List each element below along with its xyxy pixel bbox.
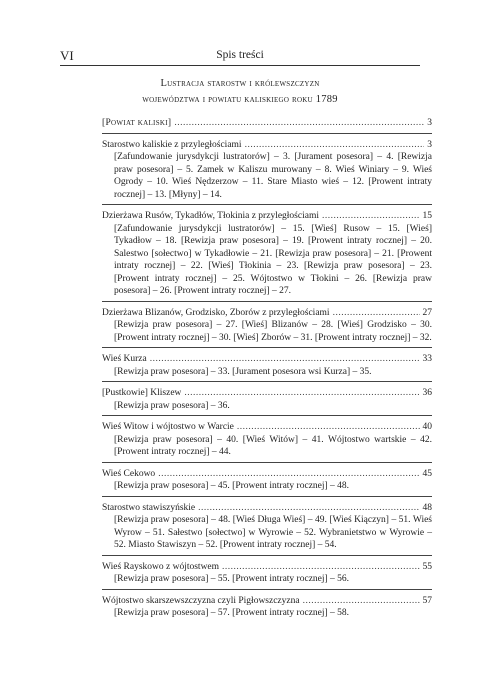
toc-entry-subitems: [Rewizja praw posesora] – 36. xyxy=(114,400,230,411)
toc-entry-subitems: [Rewizja praw posesora] – 57. [Prowent intraty rocznej] – 58. xyxy=(114,608,350,618)
toc-entry-title: Wieś Kurza xyxy=(102,354,147,364)
toc-page-number: 45 xyxy=(422,468,432,479)
title-line-2: województwa i powiatu kaliskiego roku 1789 xyxy=(142,94,338,105)
toc-entry xyxy=(102,468,432,497)
toc-page-number: 55 xyxy=(422,561,432,572)
leader-dots xyxy=(237,421,420,434)
toc-entry-subitems: [Rewizja praw posesora] – 55. [Prowent intraty rocznej] – 56. xyxy=(114,574,350,584)
toc-entry xyxy=(102,387,432,416)
toc-entry-subitems: [Rewizja praw posesora] – 45. [Prowent intraty rocznej] – 48. xyxy=(114,481,350,491)
toc-entry xyxy=(102,210,432,302)
leader-dots xyxy=(184,387,419,400)
toc-page-number: 48 xyxy=(422,502,432,513)
toc-page-number: 3 xyxy=(427,139,432,150)
toc-entry-subitems: [Rewizja praw posesora] – 27. [Wieś] Blizanów – 28. [Wieś] Grodzisko – 30. [Prowent intraty rocznej] – 30. [Wieś] Zborów – 31. [Prowent intraty rocznej] – 32. xyxy=(114,320,432,343)
toc-page-number: 27 xyxy=(422,307,432,318)
header-rule xyxy=(60,65,420,66)
toc-entry xyxy=(102,139,432,206)
toc-entry-title: Starostwo kaliskie z przyległościami xyxy=(102,139,242,150)
toc-entry-title: Dzierżawa Blizanów, Grodzisko, Zborów z przyległościami xyxy=(102,307,330,318)
toc-entry xyxy=(102,561,432,590)
toc-entry-subitems: [Rewizja praw posesora] – 48. [Wieś Długa Wieś] – 49. [Wieś Kiączyn] – 51. Wieś Wyrow – 51. Sałestwo [sołectwo] w Wyrowie – 52. Wybranietstwo w Wyrowie – 52. Miasto Stawiszyn – 52. [Prowent intraty rocznej] – 54. xyxy=(114,515,432,550)
toc-page-number: 40 xyxy=(422,422,432,432)
toc-entry-title: Wójtostwo skarszewszczyzna czyli Pigłowszczyzna xyxy=(102,595,300,606)
leader-dots xyxy=(222,561,419,574)
document-title xyxy=(60,76,420,108)
page-number: VI xyxy=(60,48,74,63)
toc-entry xyxy=(102,353,432,382)
toc-page-number: 3 xyxy=(427,118,432,128)
toc-page-number: 57 xyxy=(422,595,432,606)
leader-dots xyxy=(174,117,424,130)
toc-page-number: 33 xyxy=(422,354,432,364)
toc-entry-title: Wieś Witow i wójtostwo w Warcie xyxy=(102,422,234,432)
toc-entry xyxy=(102,502,432,556)
toc-entry-subitems: [Rewizja praw posesora] – 40. [Wieś Witów] – 41. Wójtostwo wartskie – 42. [Prowent intraty rocznej] – 44. xyxy=(114,434,432,457)
toc-entry-title: Starostwo stawiszyńskie xyxy=(102,502,196,513)
toc-entry-subitems: [Rewizja praw posesora] – 33. [Jurament posesora wsi Kurza] – 35. xyxy=(114,366,372,377)
leader-dots xyxy=(303,595,420,608)
toc-page-number: 15 xyxy=(422,211,432,221)
toc-entry xyxy=(102,595,432,623)
toc-entry xyxy=(102,307,432,349)
table-of-contents xyxy=(102,117,432,628)
title-line-1: Lustracja starostw i królewszczyzn xyxy=(160,78,320,89)
toc-entry-subitems: [Zafundowanie jurysdykcji lustratorów] – 15. [Wieś] Rusow – 15. [Wieś] Tykadłow – 18. [Rewizja praw posesora] – 19. [Prowent intraty rocznej] – 20. Salestwo [sołectwo] w Tykadłowie – 21. [Rewizja praw posesora] – 21. [Prowent intraty rocznej] – 22. [Wieś] Tłokinia – 23. [Rewizja praw posesora] – 23. [Prowent intraty rocznej] – 25. Wójtostwo w Tłokini – 26. [Rewizja praw posesora] – 26. [Prowent intraty rocznej] – 27. xyxy=(114,223,432,296)
toc-entry-subitems: [Zafundowanie jurysdykcji lustratorów] – 3. [Jurament posesora] – 4. [Rewizja praw posesora] – 5. Zamek w Kaliszu murowany – 8. Wieś Winiary – 9. Wieś Ogrody – 10. Wieś Nędzerzow – 11. Stare Miasto wieś – 12. [Prowent intraty rocznej] – 13. [Młyny] – 14. xyxy=(114,152,432,200)
toc-entry-title: Wieś Rayskowo z wójtostwem xyxy=(102,561,220,572)
leader-dots xyxy=(245,139,425,152)
toc-section-label: [Powiat kaliski] xyxy=(102,118,172,128)
running-head: Spis treści xyxy=(216,49,264,61)
leader-dots xyxy=(150,353,420,366)
toc-entry-title: Wieś Cekowo xyxy=(102,468,156,479)
leader-dots xyxy=(333,307,420,320)
toc-entry xyxy=(102,421,432,463)
leader-dots xyxy=(322,210,420,223)
toc-entry-title: [Pustkowie] Kliszew xyxy=(102,388,182,398)
toc-page-number: 36 xyxy=(422,388,432,398)
leader-dots xyxy=(158,468,419,481)
toc-section xyxy=(102,117,432,134)
leader-dots xyxy=(198,502,419,515)
toc-entry-title: Dzierżawa Rusów, Tykadłów, Tłokinia z przyległościami xyxy=(102,211,319,221)
